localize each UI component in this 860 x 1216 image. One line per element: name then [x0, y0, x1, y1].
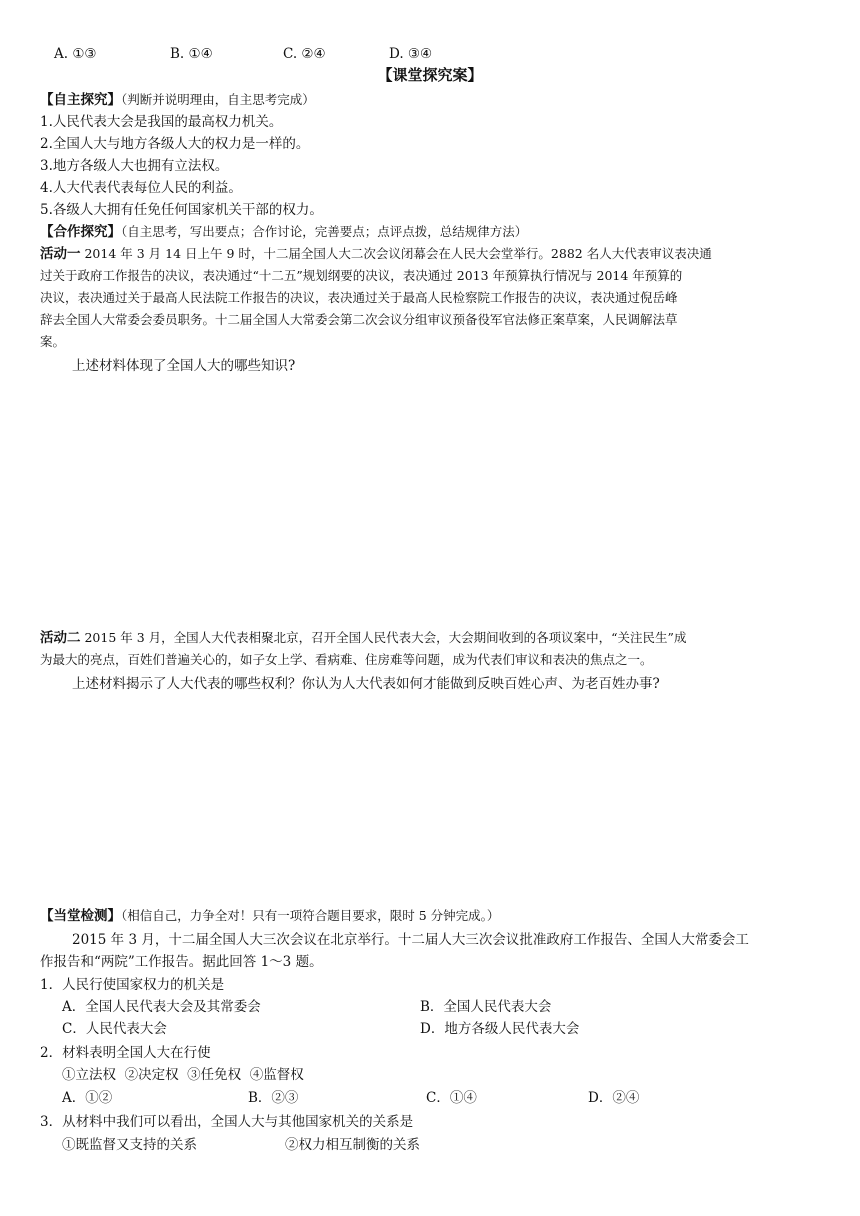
- q1-option-b: B．全国人民代表大会: [420, 999, 552, 1015]
- activity2-line: [40, 628, 686, 648]
- self-inquiry-item: 1.人民代表大会是我国的最高权力机关。: [40, 114, 283, 130]
- activity2-label: 活动二: [40, 630, 81, 646]
- activity1-label: 活动一: [40, 246, 81, 262]
- q1-option-a: A．全国人民代表大会及其常委会: [62, 999, 261, 1015]
- self-inquiry-item: 2.全国人大与地方各级人大的权力是一样的。: [40, 136, 310, 152]
- coop-inquiry-note: （自主思考，写出要点；合作讨论，完善要点；点评点拨，总结规律方法）: [121, 224, 528, 239]
- activity1-line: 案。: [40, 334, 66, 349]
- self-inquiry-header: [40, 90, 315, 110]
- activity1-line: 决议，表决通过关于最高人民法院工作报告的决议，表决通过关于最高人民检察院工作报告的决议，表决通过倪岳峰: [40, 290, 678, 305]
- option-a: A. ①③: [54, 46, 97, 62]
- self-inquiry-item: 3.地方各级人大也拥有立法权。: [40, 158, 229, 174]
- q3-option-1: ①既监督又支持的关系: [62, 1137, 197, 1153]
- self-inquiry-item: 4.人大代表代表每位人民的利益。: [40, 180, 242, 196]
- activity2-question: 上述材料揭示了人大代表的哪些权利？你认为人大代表如何才能做到反映百姓心声、为老百姓办事?: [72, 676, 660, 692]
- quiz-header: [40, 906, 499, 926]
- activity1-text: 2014 年 3 月 14 日上午 9 时，十二届全国人大二次会议闭幕会在人民大会堂举行。2882 名人大代表审议表决通: [80, 246, 712, 261]
- q1-option-d: D．地方各级人民代表大会: [420, 1021, 580, 1037]
- option-b: B. ①④: [170, 46, 213, 62]
- q2-option-c: C．①④: [426, 1090, 477, 1106]
- option-c: C. ②④: [283, 46, 326, 62]
- quiz-intro-line: 作报告和“两院”工作报告。据此回答 1～3 题。: [40, 954, 323, 970]
- coop-inquiry-heading: 【合作探究】: [40, 224, 121, 240]
- q3-stem: 3．从材料中我们可以看出，全国人大与其他国家机关的关系是: [40, 1114, 414, 1130]
- option-d: D. ③④: [389, 46, 433, 62]
- q1-option-c: C．人民代表大会: [62, 1021, 167, 1037]
- q2-items: ①立法权 ②决定权 ③任免权 ④监督权: [62, 1067, 304, 1083]
- q2-option-b: B．②③: [248, 1090, 299, 1106]
- q2-option-a: A．①②: [62, 1090, 113, 1106]
- quiz-heading: 【当堂检测】: [40, 908, 121, 924]
- section-title: 【课堂探究案】: [377, 66, 483, 84]
- activity1-line: 辞去全国人大常委会委员职务。十二届全国人大常委会第二次会议分组审议预备役军官法修正案草案，人民调解法草: [40, 312, 678, 327]
- quiz-intro-line: 2015 年 3 月，十二届全国人大三次会议在北京举行。十二届人大三次会议批准政府工作报告、全国人大常委会工: [72, 932, 749, 948]
- activity1-question: 上述材料体现了全国人大的哪些知识?: [72, 358, 296, 374]
- q1-stem: 1．人民行使国家权力的机关是: [40, 977, 225, 993]
- activity1-line: [40, 244, 712, 264]
- coop-inquiry-header: [40, 222, 527, 242]
- self-inquiry-heading: 【自主探究】: [40, 92, 121, 108]
- activity2-text: 2015 年 3 月，全国人大代表相聚北京，召开全国人民代表大会，大会期间收到的各项议案中，“关注民生”成: [80, 630, 687, 645]
- q2-option-d: D．②④: [588, 1090, 640, 1106]
- q3-option-2: ②权力相互制衡的关系: [285, 1137, 420, 1153]
- activity2-line: 为最大的亮点，百姓们普遍关心的，如子女上学、看病难、住房难等问题，成为代表们审议和表决的焦点之一。: [40, 652, 653, 667]
- quiz-note: （相信自己，力争全对！只有一项符合题目要求，限时 5 分钟完成。）: [121, 908, 500, 923]
- self-inquiry-item: 5.各级人大拥有任免任何国家机关干部的权力。: [40, 202, 323, 218]
- q2-stem: 2．材料表明全国人大在行使: [40, 1045, 211, 1061]
- activity1-line: 过关于政府工作报告的决议，表决通过“十二五”规划纲要的决议，表决通过 2013 年预算执行情况与 2014 年预算的: [40, 268, 683, 283]
- self-inquiry-note: （判断并说明理由，自主思考完成）: [121, 92, 315, 107]
